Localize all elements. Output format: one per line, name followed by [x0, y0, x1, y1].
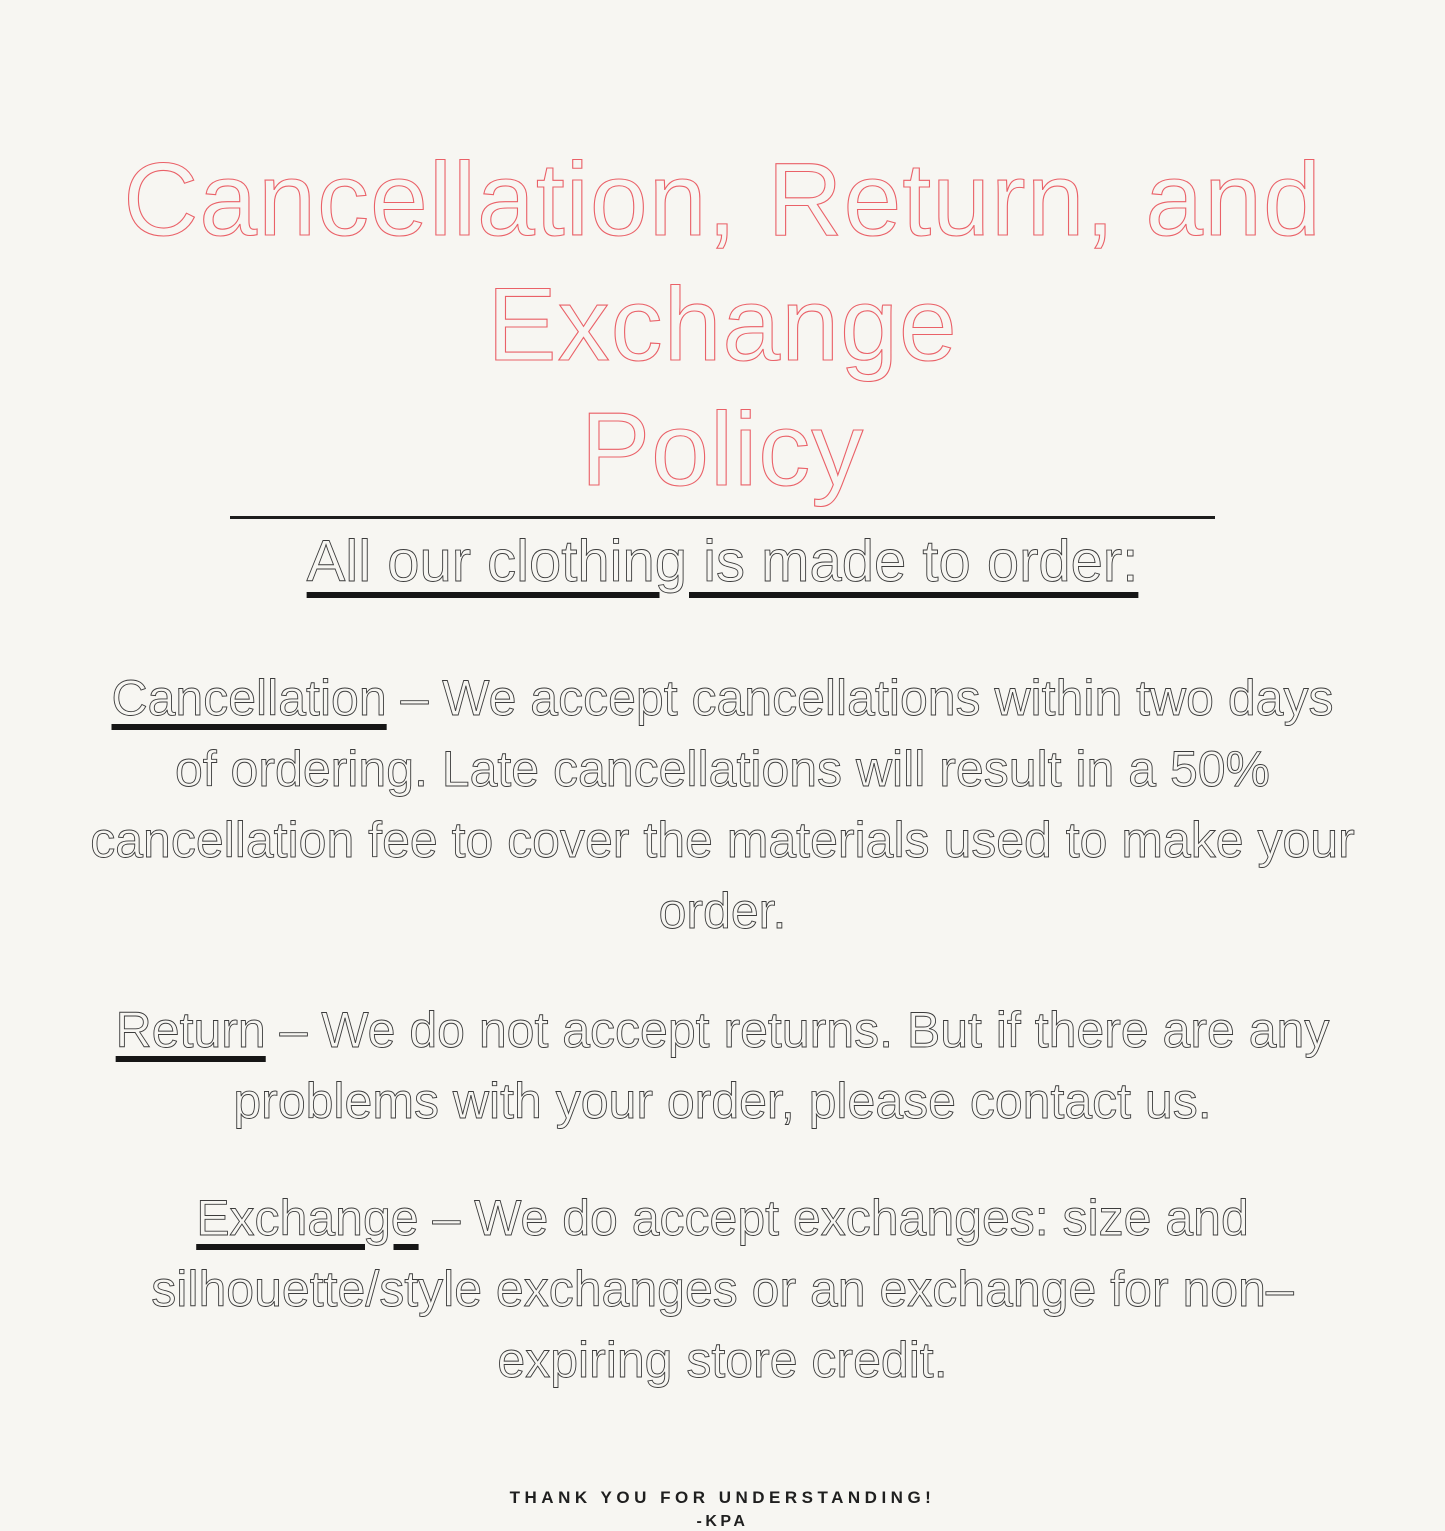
subtitle [0, 527, 1445, 597]
footer-signature: -KPA [696, 1512, 749, 1530]
footer [0, 1488, 1445, 1531]
footer-thanks-text: THANK YOU FOR UNDERSTANDING! [509, 1487, 936, 1507]
exchange-section [65, 1183, 1380, 1396]
cancellation-dash: – [400, 669, 429, 726]
return-heading: Return [115, 1001, 266, 1058]
exchange-body: We do accept exchanges: size and silhouette/style exchanges or an exchange for non–expiring store credit. [151, 1189, 1294, 1388]
return-body: We do not accept returns. But if there are any problems with your order, please contact us. [233, 1001, 1330, 1129]
page-title-line-1: Cancellation, Return, and Exchange [123, 142, 1322, 383]
cancellation-section [85, 663, 1360, 947]
policy-page [0, 138, 1445, 1530]
policy-sections [0, 663, 1445, 1396]
page-title [0, 138, 1445, 512]
cancellation-body: We accept cancellations within two days of ordering. Late cancellations will result in a 50% cancellation fee to cover the materials used to make your order. [90, 669, 1355, 939]
return-dash: – [279, 1001, 308, 1058]
exchange-heading: Exchange [196, 1189, 419, 1246]
subtitle-text: All our clothing is made to order: [306, 529, 1139, 595]
exchange-dash: – [432, 1189, 461, 1246]
page-title-line-2: Policy [580, 391, 865, 508]
title-divider [230, 516, 1215, 519]
cancellation-heading: Cancellation [111, 669, 387, 726]
return-section [40, 995, 1405, 1137]
